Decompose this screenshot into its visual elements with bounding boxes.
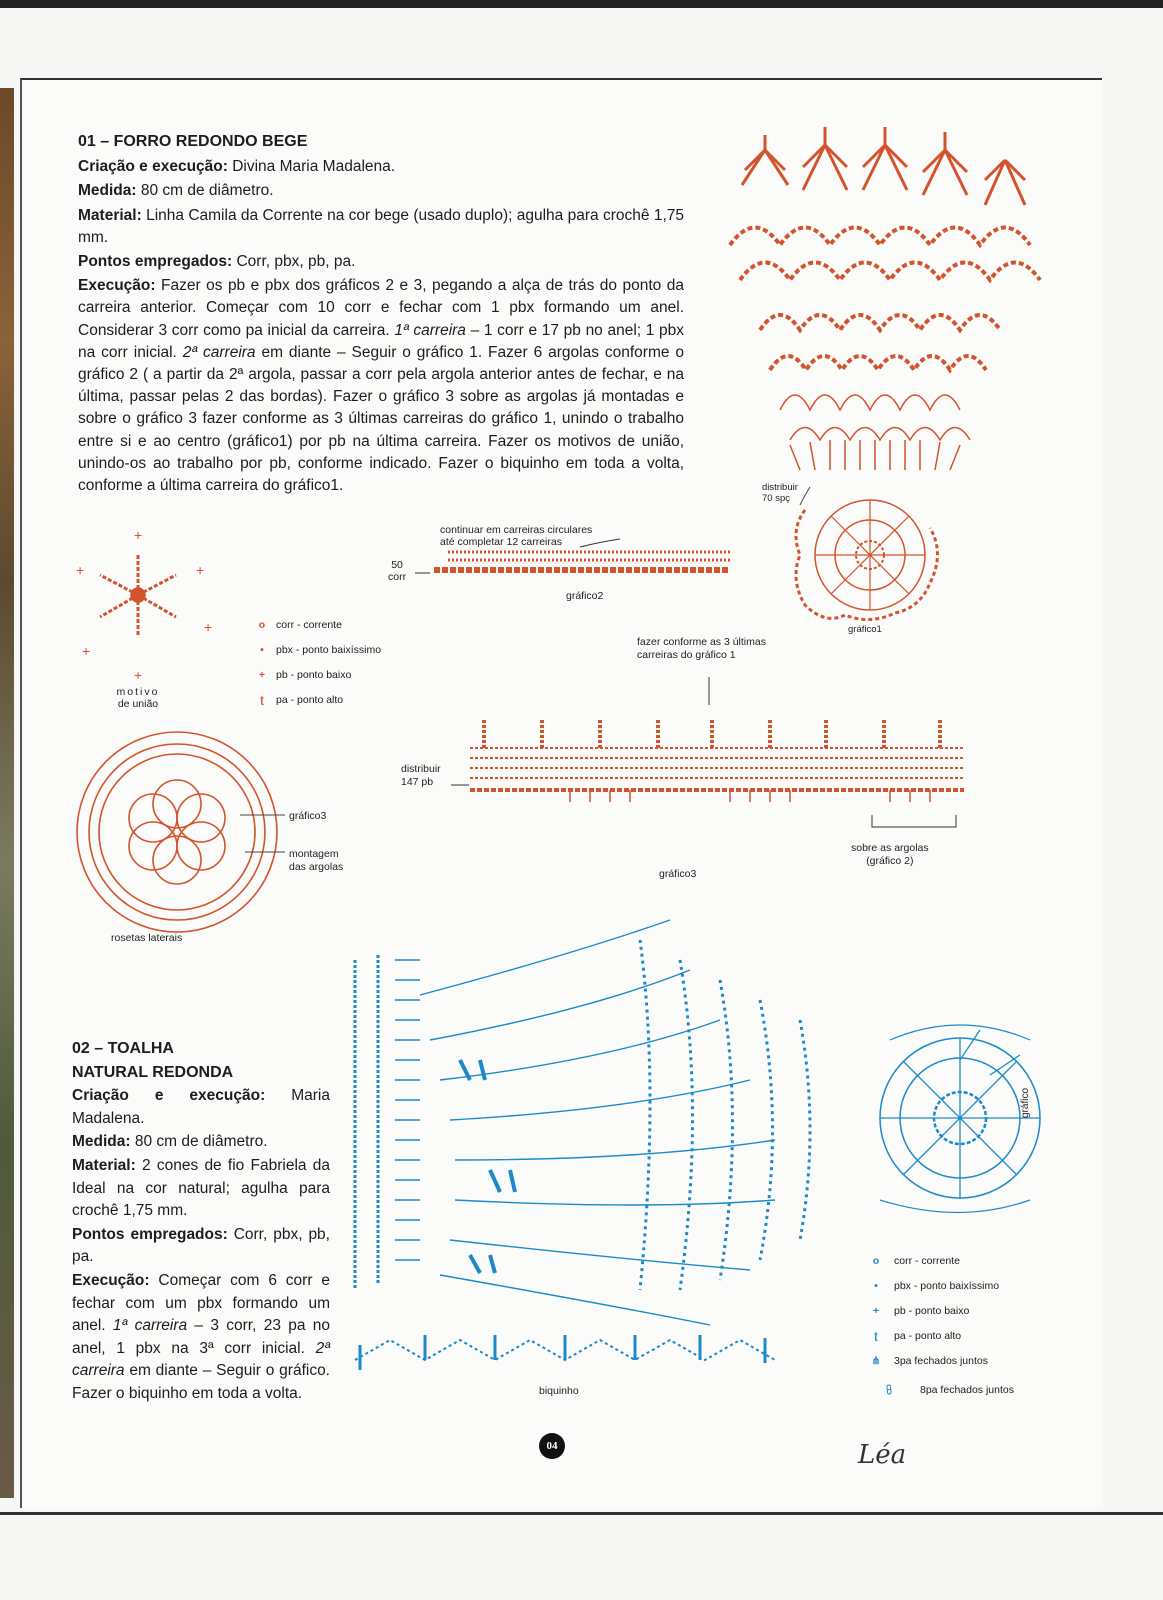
execution-text: em diante – Seguir o gráfico 1. Fazer 6 argolas conforme o gráfico 2 ( a partir da 2ª argola, passar a corr pela argola anterior antes de fechar, e na última, passar pelas 2 das bordas). Fazer o gráfico 3 sobre as argolas já montadas e sobre o gráfico 3 fazer conforme as 3 últimas carreiras do gráfico 1, unindo o trabalho entre si e ao centro (gráfico1) por pb na última carreira. Fazer os motivos de união, unindo-os ao trabalho por pb, conforme indicado. Fazer o biquinho em toda a volta, conforme a última carreira do gráfico1. [78, 343, 684, 495]
svg-text:+: + [76, 562, 85, 578]
execution-text: – 1 corr e 17 pb no anel; 1 pbx na corr inicial. [78, 321, 684, 361]
material-label: Material: [78, 206, 142, 224]
row2-label: 2ª carreira [72, 1339, 330, 1380]
creation-value: Maria Madalena. [72, 1087, 330, 1127]
material-value: 2 cones de fio Fabriela da Ideal na cor natural; agulha para crochê 1,75 mm. [72, 1156, 330, 1220]
motivo-label-line: motivo [116, 686, 160, 698]
repeat-note-line: carreiras do gráfico 1 [637, 649, 736, 661]
execution-text: – 3 corr, 23 pa no anel, 1 pbx na 3ª corr inicial. [72, 1317, 331, 1357]
repeat-note-line: fazer conforme as 3 últimas [637, 636, 766, 648]
motivo-label-line: de união [117, 698, 159, 710]
legend-text: pa - ponto alto [894, 1329, 962, 1342]
legend-text: pbx - ponto baixíssimo [276, 643, 382, 656]
three-dc-cluster-symbol-icon: ⋔ [871, 1354, 881, 1367]
legend-item [866, 1248, 1046, 1273]
execution-label: Execução: [72, 1271, 150, 1289]
row1-label: 1ª carreira [394, 321, 466, 339]
single-crochet-symbol-icon: + [872, 1304, 880, 1317]
svg-text:+: + [196, 562, 205, 578]
row1-label: 1ª carreira [112, 1317, 188, 1335]
montagem-line: montagem [289, 848, 339, 860]
slip-stitch-symbol-icon: • [874, 1279, 878, 1292]
signature: Léa [858, 1440, 907, 1470]
legend-item [866, 1323, 1046, 1348]
biquinho-diagram [355, 1335, 775, 1370]
pattern1-title: 01 – FORRO REDONDO BEGE [78, 133, 308, 150]
rosetas-caption: rosetas laterais [111, 932, 183, 944]
pattern2-side-caption: gráfico [1020, 1087, 1031, 1118]
size-value: 80 cm de diâmetro. [130, 1133, 268, 1151]
legend-text: pbx - ponto baixíssimo [894, 1279, 1000, 1292]
stitches-value: Corr, pbx, pb, pa. [72, 1225, 330, 1266]
legend-item [866, 1273, 1046, 1298]
double-crochet-symbol-icon: ʈ [874, 1329, 878, 1342]
grafico2-caption: gráfico2 [566, 590, 604, 602]
stitches-label: Pontos empregados: [72, 1225, 228, 1243]
single-crochet-symbol-icon: + [258, 668, 266, 681]
pattern2-title-line2: NATURAL REDONDA [72, 1063, 234, 1081]
chain-symbol-icon: o [258, 618, 266, 631]
svg-text:+: + [134, 527, 143, 543]
legend-text: pb - ponto baixo [894, 1304, 970, 1317]
distribute-count: 70 spç [762, 493, 790, 504]
svg-text:+: + [204, 619, 213, 635]
execution-label: Execução: [78, 277, 156, 295]
grafico2-unit: corr [388, 571, 407, 583]
legend-text: 8pa fechados juntos [920, 1384, 1014, 1396]
grafico3-caption: gráfico3 [659, 868, 697, 880]
size-value: 80 cm de diâmetro. [136, 182, 274, 200]
grafico1-caption: gráfico1 [848, 624, 882, 635]
size-label: Medida: [72, 1133, 131, 1151]
material-label: Material: [72, 1156, 136, 1174]
over-rings-line: sobre as argolas [851, 842, 929, 854]
execution-text: Começar com 6 corr e fechar com um pbx formando um anel. [72, 1271, 330, 1335]
pattern2-title-line1: 02 – TOALHA [72, 1040, 174, 1057]
grafico2-note-line: até completar 12 carreiras [440, 536, 562, 548]
legend-text: pa - ponto alto [276, 693, 344, 706]
distribute-count: 147 pb [401, 776, 434, 788]
execution-text: Fazer os pb e pbx dos gráficos 2 e 3, pegando a alça de trás do ponto da carreira anterior. Começar com 10 corr e fechar com 1 pbx formando um anel. Considerar 3 corr como pa inicial da carreira. [78, 277, 684, 339]
page-number-badge: 04 [539, 1433, 565, 1459]
grafico2-count: 50 [391, 559, 403, 571]
execution-text: em diante – Seguir o gráfico. Fazer o biquinho em toda a volta. [72, 1362, 330, 1402]
rosetas-grafico3-label: gráfico3 [289, 810, 327, 822]
grafico2-note-line: continuar em carreiras circulares [440, 524, 593, 536]
legend-text: pb - ponto baixo [276, 668, 352, 681]
stitches-value: Corr, pbx, pb, pa. [232, 253, 356, 271]
legend-text: corr - corrente [276, 618, 342, 631]
montagem-line: das argolas [289, 861, 344, 873]
creation-label: Criação e execução: [78, 158, 228, 176]
legend-item [866, 1348, 1046, 1373]
eight-dc-cluster-symbol-icon: ⩉ [886, 1383, 892, 1396]
legend-text: 3pa fechados juntos [894, 1354, 988, 1367]
distribute-word: distribuir [401, 763, 441, 775]
row2-label: 2ª carreira [182, 343, 256, 361]
double-crochet-symbol-icon: ʈ [260, 693, 264, 706]
size-label: Medida: [78, 182, 137, 200]
creation-label: Criação e execução: [72, 1087, 266, 1105]
legend-pattern2 [866, 1248, 1046, 1407]
distribute-word: distribuir [762, 482, 798, 493]
legend-item [866, 1298, 1046, 1323]
legend-text: corr - corrente [894, 1254, 960, 1267]
legend-item [866, 1373, 1046, 1407]
over-rings-line: (gráfico 2) [866, 855, 914, 867]
svg-text:+: + [134, 667, 143, 683]
slip-stitch-symbol-icon: • [260, 643, 264, 656]
chain-symbol-icon: o [872, 1254, 880, 1267]
stitches-label: Pontos empregados: [78, 253, 233, 271]
creation-value: Divina Maria Madalena. [227, 158, 396, 176]
material-value: Linha Camila da Corrente na cor bege (usado duplo); agulha para crochê 1,75 mm. [78, 206, 684, 246]
svg-text:+: + [82, 643, 91, 659]
biquinho-caption: biquinho [539, 1385, 579, 1397]
